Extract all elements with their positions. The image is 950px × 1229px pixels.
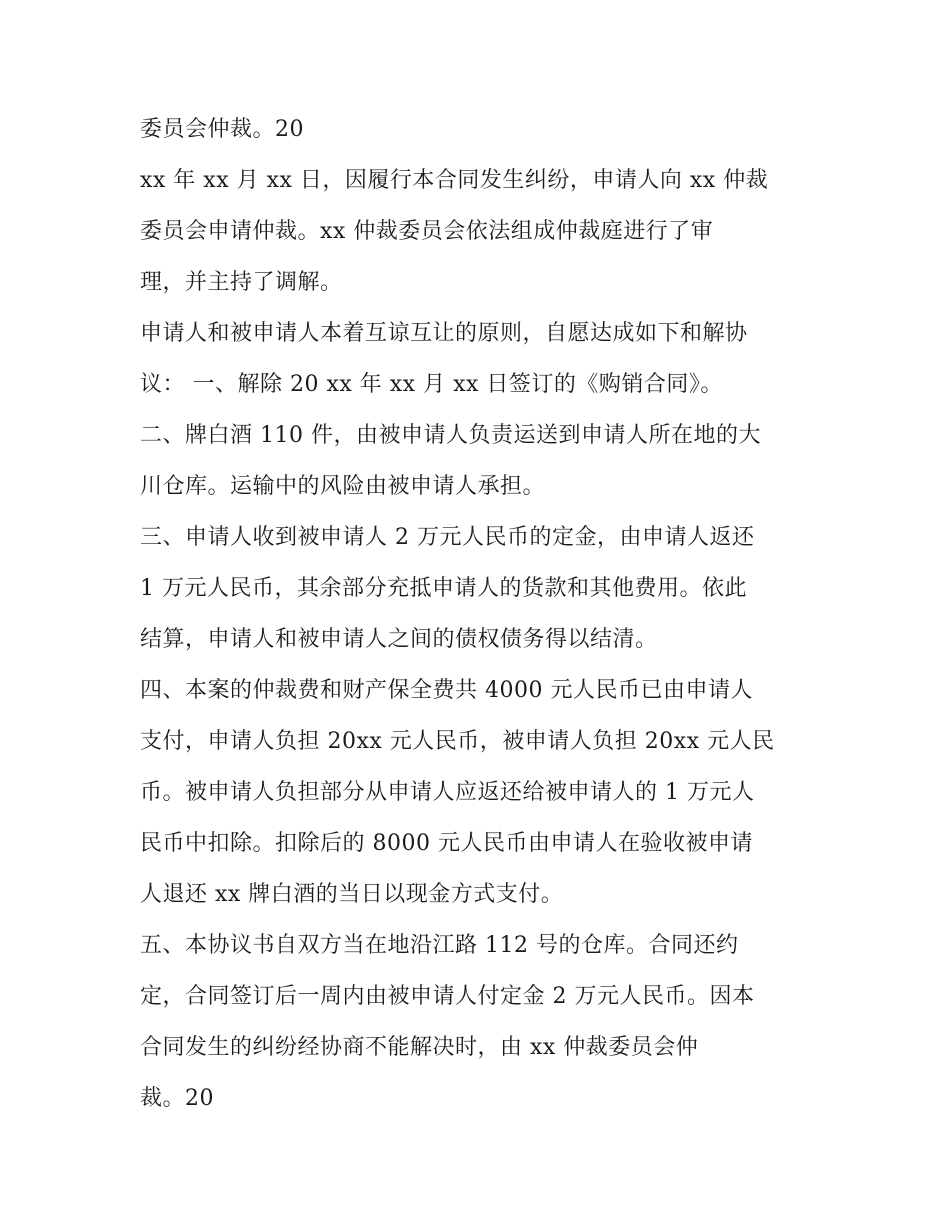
text-line: 委员会仲裁。20 bbox=[140, 117, 304, 142]
text-line: 支付，申请人负担 20xx 元人民币，被申请人负担 20xx 元人民 bbox=[140, 729, 775, 754]
text-line: 四、本案的仲裁费和财产保全费共 4000 元人民币已由申请人 bbox=[140, 678, 753, 703]
text-line: 人退还 xx 牌白酒的当日以现金方式支付。 bbox=[140, 882, 564, 907]
text-line: 申请人和被申请人本着互谅互让的原则，自愿达成如下和解协 bbox=[140, 321, 748, 346]
text-line: 委员会申请仲裁。xx 仲裁委员会依法组成仲裁庭进行了审 bbox=[140, 219, 714, 244]
text-line: 川仓库。运输中的风险由被申请人承担。 bbox=[140, 474, 546, 499]
text-line: 理，并主持了调解。 bbox=[140, 270, 343, 295]
text-line: 三、申请人收到被申请人 2 万元人民币的定金，由申请人返还 bbox=[140, 525, 755, 550]
text-line: 裁。20 bbox=[140, 1086, 214, 1111]
text-line: 结算，申请人和被申请人之间的债权债务得以结清。 bbox=[140, 627, 658, 652]
text-line: 定，合同签订后一周内由被申请人付定金 2 万元人民币。因本 bbox=[140, 984, 755, 1009]
text-line: 议： 一、解除 20 xx 年 xx 月 xx 日签订的《购销合同》。 bbox=[140, 372, 723, 397]
text-line: 二、牌白酒 110 件，由被申请人负责运送到申请人所在地的大 bbox=[140, 423, 761, 448]
text-line: xx 年 xx 月 xx 日，因履行本合同发生纠纷，申请人向 xx 仲裁 bbox=[140, 168, 769, 193]
text-line: 1 万元人民币，其余部分充抵申请人的货款和其他费用。依此 bbox=[140, 576, 747, 601]
text-line: 五、本协议书自双方当在地沿江路 112 号的仓库。合同还约 bbox=[140, 933, 739, 958]
text-line: 民币中扣除。扣除后的 8000 元人民币由申请人在验收被申请 bbox=[140, 831, 753, 856]
text-line: 币。被申请人负担部分从申请人应返还给被申请人的 1 万元人 bbox=[140, 780, 755, 805]
text-line: 合同发生的纠纷经协商不能解决时，由 xx 仲裁委员会仲 bbox=[140, 1035, 699, 1060]
document-body bbox=[140, 104, 820, 1124]
